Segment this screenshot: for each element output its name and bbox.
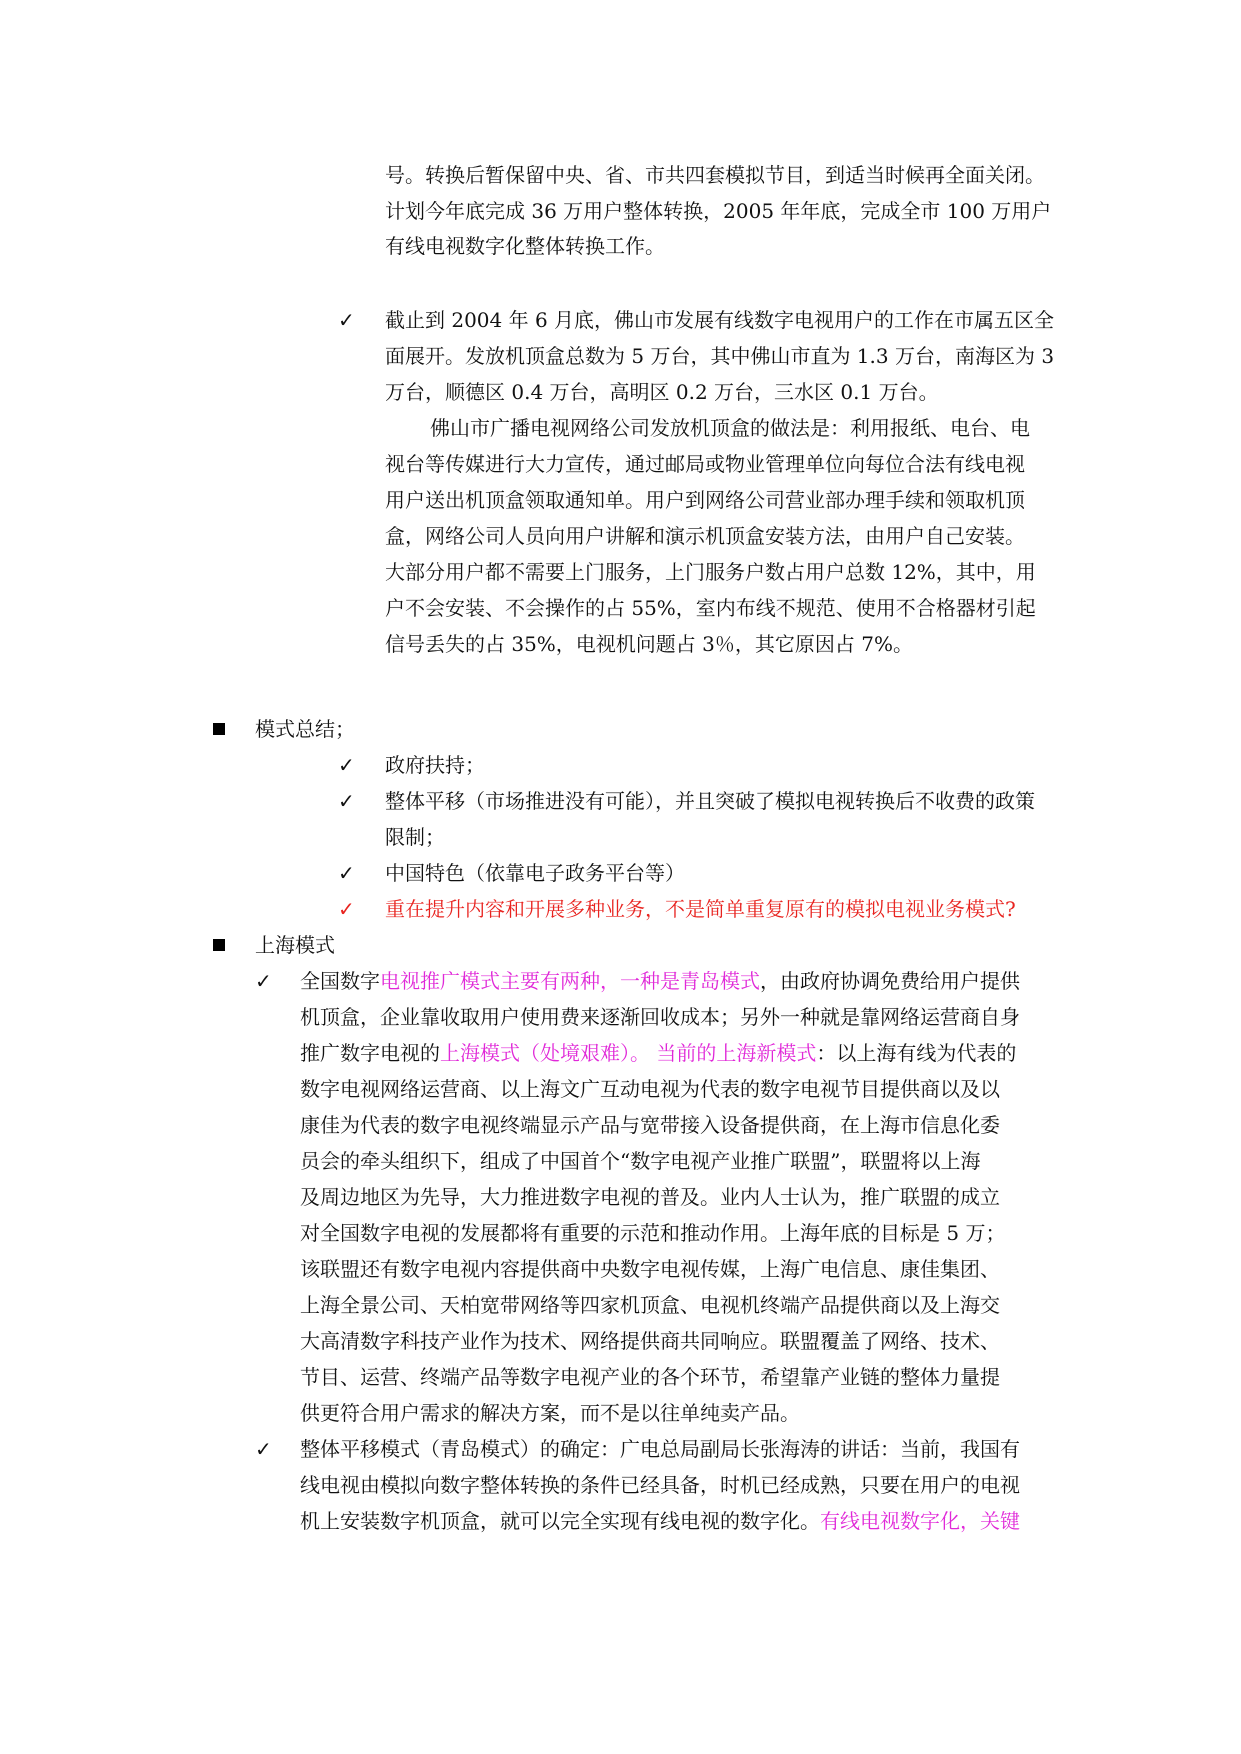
text-line: 大高清数字科技产业作为技术、网络提供商共同响应。联盟覆盖了网络、技术、: [300, 1329, 1000, 1353]
text-line: 及周边地区为先导，大力推进数字电视的普及。业内人士认为，推广联盟的成立: [300, 1185, 1000, 1209]
text-line: 户不会安装、不会操作的占 55%，室内布线不规范、使用不合格器材引起: [385, 596, 1036, 620]
text-line: [300, 1506, 1020, 1536]
list-item: 整体平移（市场推进没有可能），并且突破了模拟电视转换后不收费的政策: [385, 789, 1035, 813]
text-line: 对全国数字电视的发展都将有重要的示范和推动作用。上海年底的目标是 5 万；: [300, 1221, 1006, 1245]
checkmark-icon: ✓: [338, 861, 355, 885]
text-run: 推广数字电视的: [300, 1041, 440, 1065]
text-line: 员会的牵头组织下，组成了中国首个“数字电视产业推广联盟”，联盟将以上海: [300, 1149, 981, 1173]
text-line: 截止到 2004 年 6 月底，佛山市发展有线数字电视用户的工作在市属五区全: [385, 308, 1055, 332]
square-bullet-icon: [213, 939, 225, 951]
checkmark-icon: ✓: [338, 897, 355, 921]
text-line: 节目、运营、终端产品等数字电视产业的各个环节，希望靠产业链的整体力量提: [300, 1365, 1000, 1389]
text-line: 万台，顺德区 0.4 万台，高明区 0.2 万台，三水区 0.1 万台。: [385, 380, 939, 404]
checkmark-icon: ✓: [255, 969, 272, 993]
text-line: 康佳为代表的数字电视终端显示产品与宽带接入设备提供商，在上海市信息化委: [300, 1113, 1000, 1137]
text-line: 用户送出机顶盒领取通知单。用户到网络公司营业部办理手续和领取机顶: [385, 488, 1025, 512]
text-line: 大部分用户都不需要上门服务，上门服务户数占用户总数 12%，其中，用: [385, 560, 1036, 584]
text-line: 机顶盒，企业靠收取用户使用费来逐渐回收成本；另外一种就是靠网络运营商自身: [300, 1005, 1020, 1029]
text-line: 号。转换后暂保留中央、省、市共四套模拟节目，到适当时候再全面关闭。: [385, 163, 1045, 187]
text-line: 盒，网络公司人员向用户讲解和演示机顶盒安装方法，由用户自己安装。: [385, 524, 1025, 548]
text-run: ：以上海有线为代表的: [816, 1041, 1017, 1065]
text-line: 上海全景公司、天柏宽带网络等四家机顶盒、电视机终端产品提供商以及上海交: [300, 1293, 1000, 1317]
list-item: 重在提升内容和开展多种业务，不是简单重复原有的模拟电视业务模式?: [385, 897, 1016, 921]
text-line: 信号丢失的占 35%，电视机问题占 3％，其它原因占 7%。: [385, 632, 913, 656]
text-line: 整体平移模式（青岛模式）的确定：广电总局副局长张海涛的讲话：当前，我国有: [300, 1437, 1020, 1461]
text-run: ，由政府协调免费给用户提供: [760, 969, 1020, 993]
checkmark-icon: ✓: [338, 789, 355, 813]
text-run: 机上安装数字机顶盒，就可以完全实现有线电视的数字化。: [300, 1509, 820, 1533]
list-item: 政府扶持；: [385, 753, 485, 777]
section-heading: 上海模式: [255, 933, 335, 957]
text-line: 线电视由模拟向数字整体转换的条件已经具备，时机已经成熟，只要在用户的电视: [300, 1473, 1020, 1497]
text-line: 视台等传媒进行大力宣传，通过邮局或物业管理单位向每位合法有线电视: [385, 452, 1025, 476]
highlighted-text: 电视推广模式主要有两种，一种是青岛模式: [380, 969, 760, 993]
highlighted-text: 上海模式（处境艰难）。 当前的上海新模式: [440, 1041, 817, 1065]
text-run: 全国数字: [300, 969, 380, 993]
checkmark-icon: ✓: [338, 308, 355, 332]
text-line: 该联盟还有数字电视内容提供商中央数字电视传媒，上海广电信息、康佳集团、: [300, 1257, 1000, 1281]
text-line: [300, 1038, 1016, 1068]
section-heading: 模式总结；: [255, 717, 355, 741]
text-line: 计划今年底完成 36 万用户整体转换，2005 年年底，完成全市 100 万用户: [385, 199, 1052, 223]
text-line: 有线电视数字化整体转换工作。: [385, 234, 665, 258]
text-line: 面展开。发放机顶盒总数为 5 万台，其中佛山市直为 1.3 万台，南海区为 3: [385, 344, 1055, 368]
checkmark-icon: ✓: [255, 1437, 272, 1461]
highlighted-text: 有线电视数字化，关键: [820, 1509, 1020, 1533]
list-item: 限制；: [385, 825, 445, 849]
text-line: 数字电视网络运营商、以上海文广互动电视为代表的数字电视节目提供商以及以: [300, 1077, 1000, 1101]
square-bullet-icon: [213, 723, 225, 735]
text-line: 佛山市广播电视网络公司发放机顶盒的做法是：利用报纸、电台、电: [430, 416, 1030, 440]
text-line: 供更符合用户需求的解决方案，而不是以往单纯卖产品。: [300, 1401, 800, 1425]
list-item: 中国特色（依靠电子政务平台等）: [385, 861, 685, 885]
text-line: [300, 966, 1020, 996]
checkmark-icon: ✓: [338, 753, 355, 777]
